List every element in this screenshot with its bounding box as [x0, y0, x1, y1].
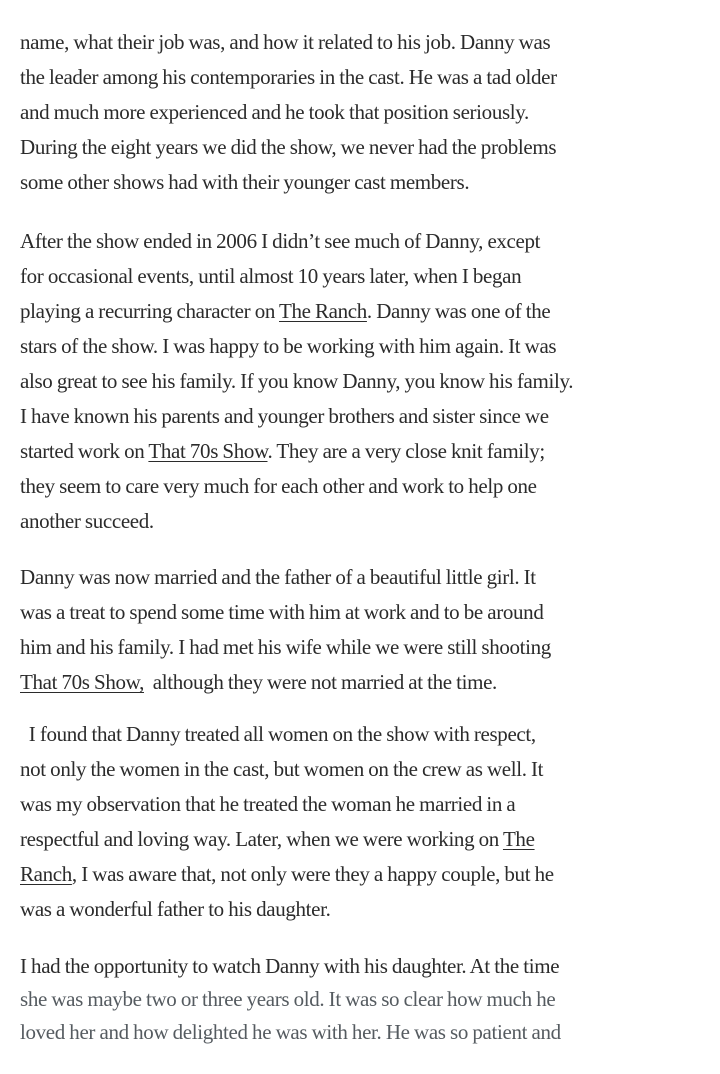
- underlined-title-that-70s-show: That 70s Show,: [20, 670, 144, 694]
- text-line: not only the women in the cast, but women on the crew as well. It: [20, 757, 544, 781]
- text-run: , I was aware that, not only were they a happy couple, but he: [71, 862, 554, 886]
- text-run: respectful and loving way. Later, when we were working on: [20, 827, 503, 851]
- text-line: she was maybe two or three years old. It was so clear how much he: [20, 987, 556, 1011]
- paragraph-4: [20, 717, 710, 927]
- text-line: After the show ended in 2006 I didn’t see much of Danny, except: [20, 229, 541, 253]
- text-run: although they were not married at the time.: [144, 670, 497, 694]
- text-line: and much more experienced and he took that position seriously.: [20, 100, 529, 124]
- text-line: Danny was now married and the father of a beautiful little girl. It: [20, 565, 536, 589]
- text-line: I found that Danny treated all women on the show with respect,: [20, 722, 536, 746]
- text-line: [20, 434, 710, 469]
- text-line: was my observation that he treated the woman he married in a: [20, 792, 516, 816]
- text-line: for occasional events, until almost 10 years later, when I began: [20, 264, 522, 288]
- text-line: was a wonderful father to his daughter.: [20, 897, 331, 921]
- text-line: the leader among his contemporaries in the cast. He was a tad older: [20, 65, 557, 89]
- text-line: another succeed.: [20, 509, 154, 533]
- underlined-title-that-70s-show: That 70s Show: [148, 439, 268, 463]
- text-line: I have known his parents and younger brothers and sister since we: [20, 404, 549, 428]
- text-line: [20, 665, 710, 700]
- paragraph-1: [20, 25, 710, 200]
- text-line: some other shows had with their younger cast members.: [20, 170, 470, 194]
- text-line: was a treat to spend some time with him at work and to be around: [20, 600, 544, 624]
- paragraph-3: [20, 560, 710, 700]
- text-run: playing a recurring character on: [20, 299, 280, 323]
- underlined-title-the-ranch: The Ranch: [279, 299, 367, 323]
- text-line: I had the opportunity to watch Danny with his daughter. At the time: [20, 954, 560, 978]
- text-line: [20, 294, 710, 329]
- text-line: name, what their job was, and how it related to his job. Danny was: [20, 30, 551, 54]
- text-line: stars of the show. I was happy to be working with him again. It was: [20, 334, 557, 358]
- text-line: [20, 857, 710, 892]
- underlined-title-the-ranch-part2: Ranch: [20, 862, 72, 886]
- paragraph-2: [20, 224, 710, 539]
- text-line: also great to see his family. If you know Danny, you know his family.: [20, 369, 574, 393]
- text-line: him and his family. I had met his wife while we were still shooting: [20, 635, 551, 659]
- text-run: . Danny was one of the: [366, 299, 551, 323]
- paragraph-5: [20, 950, 710, 1049]
- underlined-title-the-ranch-part1: The: [502, 827, 535, 851]
- text-line: loved her and how delighted he was with her. He was so patient and: [20, 1020, 561, 1044]
- text-line: they seem to care very much for each other and work to help one: [20, 474, 537, 498]
- text-line: [20, 822, 710, 857]
- text-line: During the eight years we did the show, we never had the problems: [20, 135, 557, 159]
- text-run: started work on: [20, 439, 149, 463]
- text-run: . They are a very close knit family;: [267, 439, 545, 463]
